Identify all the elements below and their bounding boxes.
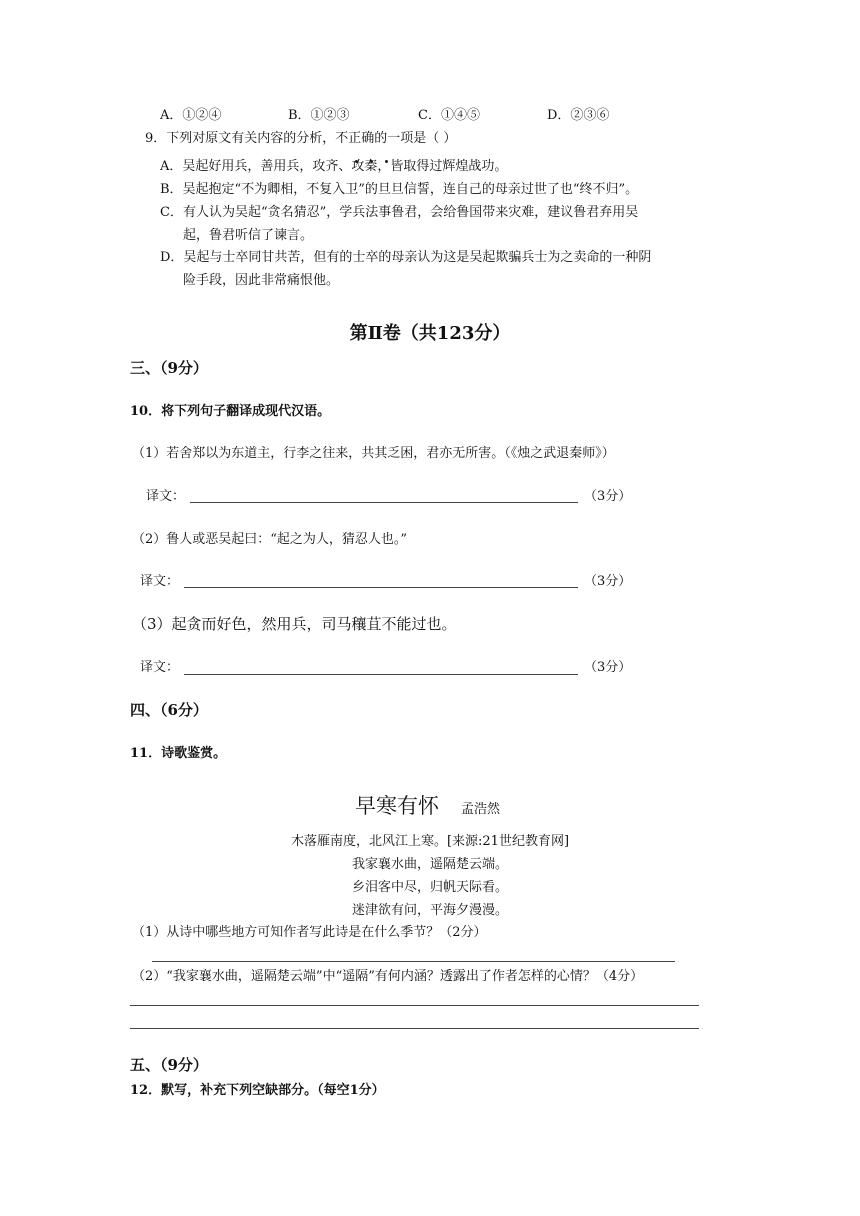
q10-item-2: （2）鲁人或恶吴起曰：“起之为人，猜忍人也。”: [132, 532, 408, 547]
answer-line-sub2-b[interactable]: [130, 1028, 699, 1029]
poem-line-2: 我家襄水曲，遥隔楚云端。: [351, 857, 508, 872]
points-1: （3分）: [584, 489, 632, 504]
section5-heading: 五、（9分）: [130, 1056, 208, 1074]
answer-line-2[interactable]: [184, 587, 578, 588]
q9-option-c-line2: 起，鲁君听信了谏言。: [183, 228, 314, 243]
q11-instruction: 11．诗歌鉴赏。: [130, 746, 227, 761]
poem-author: 孟浩然: [461, 802, 501, 817]
q9-option-b: B．吴起抱定“不为卿相，不复入卫”的旦旦信誓，连自己的母亲过世了也“终不归”。: [160, 182, 639, 197]
q10-instruction: 10．将下列句子翻译成现代汉语。: [130, 404, 331, 419]
points-2: （3分）: [584, 574, 632, 589]
q9-stem: 9．下列对原文有关内容的分析，不正确的一项是（ ）: [145, 131, 457, 146]
q8-option-c: C．①④⑤: [418, 108, 480, 123]
section3-heading: 三、（9分）: [130, 359, 208, 377]
answer-line-sub1[interactable]: [152, 961, 675, 962]
translate-label-2: 译文：: [140, 574, 180, 589]
points-3: （3分）: [584, 660, 632, 675]
section4-heading: 四、（6分）: [130, 701, 208, 719]
translate-label-1: 译文：: [146, 489, 186, 504]
answer-line-sub2-a[interactable]: [130, 1005, 699, 1006]
q11-sub1: （1）从诗中哪些地方可知作者写此诗是在什么季节？（2分）: [132, 925, 487, 940]
q8-option-d: D．②③⑥: [547, 108, 610, 123]
q9-option-d-line2: 险手段，因此非常痛恨他。: [183, 273, 340, 288]
translate-label-3: 译文：: [140, 660, 180, 675]
answer-line-1[interactable]: [190, 502, 578, 503]
poem-title: 早寒有怀: [355, 794, 439, 818]
q8-option-b: B．①②③: [288, 108, 350, 123]
poem-line-1: 木落雁南度，北风江上寒。[来源:21世纪教育网]: [290, 834, 570, 849]
q10-item-1: （1）若舍郑以为东道主，行李之往来，共其乏困，君亦无所害。（《烛之武退秦师》）: [132, 446, 615, 461]
q12-instruction: 12．默写，补充下列空缺部分。（每空1分）: [130, 1083, 385, 1098]
answer-line-3[interactable]: [184, 674, 578, 675]
part2-title: 第Ⅱ卷（共123分）: [349, 323, 511, 344]
q9-option-a: A．吴起好用兵，善用兵，攻齐、攻秦，皆取得过辉煌战功。: [160, 159, 508, 174]
q8-option-a: A．①②④: [160, 108, 222, 123]
poem-line-4: 迷津欲有问，平海夕漫漫。: [351, 903, 508, 918]
q9-option-c-line1: C．有人认为吴起“贪名猜忍”，学兵法事鲁君，会给鲁国带来灾难，建议鲁君弃用吴: [160, 205, 639, 220]
q9-option-d-line1: D．吴起与士卒同甘共苦，但有的士卒的母亲认为这是吴起欺骗兵士为之卖命的一种阴: [160, 250, 652, 265]
q11-sub2: （2）“我家襄水曲，遥隔楚云端”中“遥隔”有何内涵？透露出了作者怎样的心情？（4分）: [132, 969, 644, 984]
poem-line-3: 乡泪客中尽，归帆天际看。: [351, 880, 508, 895]
q10-item-3: （3）起贪而好色，然用兵，司马穰苴不能过也。: [132, 615, 457, 633]
